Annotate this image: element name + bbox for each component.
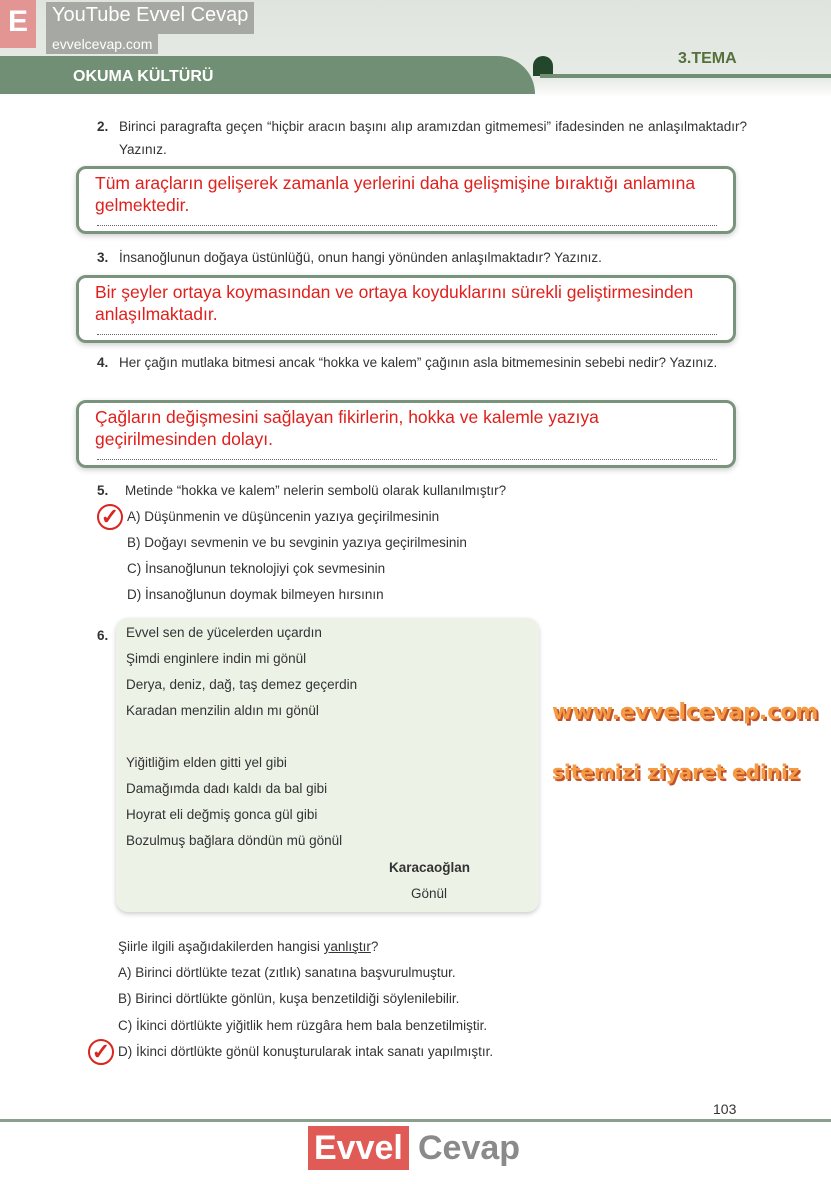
poem-line: Derya, deniz, dağ, taş demez geçerdin: [126, 677, 358, 692]
watermark-visit: sitemizi ziyaret ediniz: [552, 760, 800, 784]
question-text: İnsanoğlunun doğaya üstünlüğü, onun hangi yönünden anlaşılmaktadır? Yazınız.: [119, 250, 602, 265]
option-c: C) İkinci dörtlükte yiğitlik hem rüzgâra hem bala benzetilmiştir.: [118, 1018, 488, 1033]
header-line: [540, 74, 831, 78]
footer-line: [0, 1119, 831, 1122]
question-number: 6.: [97, 628, 109, 643]
checkmark-icon: ✓: [97, 504, 123, 530]
band-decoration: [533, 56, 553, 76]
answer-text: Çağların değişmesini sağlayan fikirlerin, hokka ve kalemle yazıya geçirilmesinden dolayı.: [95, 407, 599, 449]
poem-line: Şimdi enginlere indin mi gönül: [126, 651, 307, 666]
option-d: D) İkinci dörtlükte gönül konuşturularak intak sanatı yapılmıştır.: [118, 1044, 494, 1059]
poem-author: Karacaoğlan: [389, 860, 471, 875]
answer-text: Bir şeyler ortaya koymasından ve ortaya koyduklarını sürekli geliştirmesinden anlaşılmaktadır.: [95, 282, 694, 324]
answer-text: Tüm araçların gelişerek zamanla yerlerini daha gelişmişine bıraktığı anlamına gelmektedir.: [95, 173, 696, 215]
question-mark: ?: [370, 939, 379, 954]
question-4: [97, 351, 747, 374]
watermark-site: www.evvelcevap.com: [552, 700, 819, 725]
option-c: C) İnsanoğlunun teknolojiyi çok sevmesinin: [127, 561, 386, 576]
question-text: Birinci paragrafta geçen “hiçbir aracın başını alıp aramızdan gitmemesi” ifadesinden ne anlaşılmaktadır? Yazınız.: [119, 119, 747, 157]
poem-line: Evvel sen de yücelerden uçardın: [126, 625, 322, 640]
option-a: A) Düşünmenin ve düşüncenin yazıya geçirilmesinin: [127, 509, 440, 524]
section-title: OKUMA KÜLTÜRÜ: [73, 68, 214, 85]
poem-line: Bozulmuş bağlara döndün mü gönül: [126, 833, 343, 848]
dotted-line: [97, 459, 717, 460]
question-3: [97, 246, 747, 269]
footer-logo-evvel: Evvel: [308, 1126, 409, 1170]
theme-label: 3.TEMA: [678, 50, 737, 67]
option-a: A) Birinci dörtlükte tezat (zıtlık) sanatına başvurulmuştur.: [118, 965, 456, 980]
option-d: D) İnsanoğlunun doymak bilmeyen hırsının: [127, 587, 384, 602]
footer-logo-cevap: Cevap: [418, 1129, 521, 1167]
question-6-text: [118, 937, 378, 957]
poem-title: Gönül: [411, 886, 448, 901]
question-number: 4.: [97, 355, 109, 370]
underlined-word: yanlıştır: [323, 939, 371, 954]
poem-line: Damağımda dadı kaldı da bal gibi: [126, 781, 328, 796]
question-5: [97, 479, 747, 502]
poem-box: [116, 618, 539, 912]
question-number: 2.: [97, 119, 109, 134]
youtube-label: YouTube Evvel Cevap: [46, 2, 254, 34]
answer-box-2: [76, 166, 736, 234]
question-number: 5.: [97, 483, 109, 498]
logo-e: E: [0, 0, 36, 48]
poem-line: Karadan menzilin aldın mı gönül: [126, 703, 319, 718]
answer-box-3: [76, 275, 736, 343]
question-text: Şiirle ilgili aşağıdakilerden hangisi: [118, 939, 324, 954]
option-b: B) Doğayı sevmenin ve bu sevginin yazıya geçirilmesinin: [127, 535, 467, 550]
dotted-line: [97, 225, 717, 226]
question-text: Metinde “hokka ve kalem” nelerin sembolü olarak kullanılmıştır?: [125, 483, 507, 498]
answer-box-4: [76, 400, 736, 468]
dotted-line: [97, 334, 717, 335]
page-number: 103: [713, 1101, 737, 1117]
question-text: Her çağın mutlaka bitmesi ancak “hokka ve kalem” çağının asla bitmemesinin sebebi nedir? Yazınız.: [119, 355, 718, 370]
poem-line: Hoyrat eli değmiş gonca gül gibi: [126, 807, 318, 822]
poem-line: Yiğitliğim elden gitti yel gibi: [126, 755, 287, 770]
option-b: B) Birinci dörtlükte gönlün, kuşa benzetildiği söylenilebilir.: [118, 991, 460, 1006]
question-number: 3.: [97, 250, 109, 265]
site-label: evvelcevap.com: [46, 34, 158, 54]
question-2: [97, 115, 747, 161]
checkmark-icon: ✓: [88, 1039, 114, 1065]
